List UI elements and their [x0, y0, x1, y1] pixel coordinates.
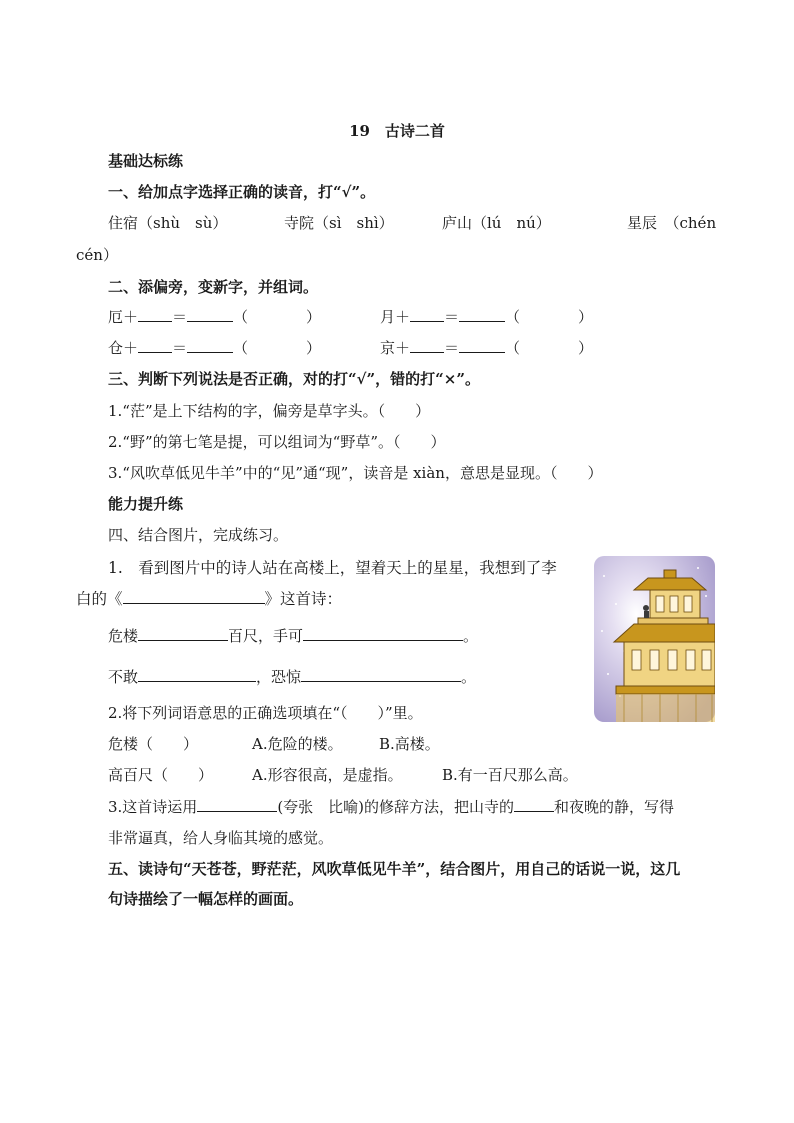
q4-poem-line1 — [108, 626, 478, 646]
q2-row — [380, 307, 593, 327]
poem-blank[interactable] — [138, 667, 256, 682]
answer-blank[interactable] — [187, 338, 233, 353]
poem-title-blank[interactable] — [123, 589, 265, 604]
q4-part2-row1: 危楼（ ） — [108, 735, 199, 753]
q4-part2: 2.将下列词语意思的正确选项填在“（ ）”里。 — [108, 704, 423, 722]
answer-blank[interactable] — [459, 338, 505, 353]
q2-row — [108, 307, 321, 327]
q2-char: 仓＋ — [108, 339, 139, 357]
q2-equals: ＝ — [172, 339, 188, 357]
q4-text: 不敢 — [108, 668, 139, 686]
section-basic: 基础达标练 — [108, 152, 184, 170]
poem-blank[interactable] — [301, 667, 461, 682]
q1-item: 寺院（sì shì） — [284, 214, 394, 232]
poem-blank[interactable] — [138, 626, 228, 641]
q4-part1-line2 — [76, 589, 342, 609]
q4-text: 3.这首诗运用 — [108, 798, 198, 816]
q3-item: 1.“茫”是上下结构的字，偏旁是草字头。（ ） — [108, 402, 431, 420]
q2-char: 月＋ — [380, 308, 411, 326]
answer-blank[interactable] — [410, 338, 444, 353]
q1-heading: 一、给加点字选择正确的读音，打“√”。 — [108, 183, 376, 201]
q5-line1: 五、读诗句“天苍苍，野茫茫，风吹草低见牛羊”，结合图片，用自己的话说一说，这几 — [108, 860, 681, 878]
q1-item: 庐山（lú nú） — [442, 214, 551, 232]
q2-paren-open: （ — [233, 339, 249, 357]
q5-line2: 句诗描绘了一幅怎样的画面。 — [108, 890, 304, 908]
q4-text: 白的《 — [76, 590, 123, 608]
q4-part1-line1: 1. 看到图片中的诗人站在高楼上，望着天上的星星，我想到了李 — [108, 559, 557, 577]
answer-blank[interactable] — [514, 797, 554, 812]
q2-heading: 二、添偏旁，变新字，并组词。 — [108, 278, 319, 296]
q4-heading: 四、结合图片，完成练习。 — [108, 526, 289, 544]
answer-blank[interactable] — [138, 307, 172, 322]
q2-paren-close: ） — [578, 339, 594, 357]
q4-part2-row2: 高百尺（ ） — [108, 766, 214, 784]
q1-item: 星辰 （chén — [627, 214, 717, 232]
q4-part2-option-b: B.有一百尺那么高。 — [442, 766, 578, 784]
q4-part3-line2: 非常逼真，给人身临其境的感觉。 — [108, 829, 334, 847]
q2-equals: ＝ — [444, 339, 460, 357]
q4-poem-line2 — [108, 667, 476, 687]
q2-row — [108, 338, 321, 358]
q3-item: 3.“风吹草低见牛羊”中的“见”通“现”，读音是 xiàn，意思是显现。（ ） — [108, 464, 603, 482]
poem-blank[interactable] — [303, 626, 463, 641]
pavilion-illustration — [594, 556, 715, 722]
q2-char: 京＋ — [380, 339, 411, 357]
q3-item: 2.“野”的第七笔是提，可以组词为“野草”。（ ） — [108, 433, 446, 451]
q4-part2-option-a: A.形容很高，是虚指。 — [252, 766, 403, 784]
q1-item: 住宿（shù sù） — [108, 214, 228, 232]
q2-equals: ＝ — [172, 308, 188, 326]
q2-paren-close: ） — [306, 339, 322, 357]
q4-text: 。 — [463, 627, 479, 645]
q2-paren-open: （ — [233, 308, 249, 326]
answer-blank[interactable] — [138, 338, 172, 353]
q4-part2-option-a: A.危险的楼。 — [252, 735, 343, 753]
q4-part3-line1 — [108, 797, 674, 817]
q1-item-wrap: cén） — [76, 246, 118, 264]
q3-heading: 三、判断下列说法是否正确，对的打“√”，错的打“×”。 — [108, 370, 480, 388]
q2-equals: ＝ — [444, 308, 460, 326]
answer-blank[interactable] — [187, 307, 233, 322]
q4-part2-option-b: B.高楼。 — [379, 735, 440, 753]
q4-text: 危楼 — [108, 627, 139, 645]
q4-text: ，恐惊 — [256, 668, 302, 686]
q4-text: 。 — [461, 668, 477, 686]
rhetoric-blank[interactable] — [197, 797, 277, 812]
page-title: 19 古诗二首 — [349, 122, 445, 140]
q4-text: 》这首诗： — [264, 590, 343, 608]
answer-blank[interactable] — [459, 307, 505, 322]
q2-paren-close: ） — [578, 308, 594, 326]
answer-blank[interactable] — [410, 307, 444, 322]
q2-paren-open: （ — [505, 339, 521, 357]
q2-row — [380, 338, 593, 358]
q4-text: 百尺，手可 — [228, 627, 304, 645]
q4-text: 和夜晚的静，写得 — [554, 798, 675, 816]
q2-paren-open: （ — [505, 308, 521, 326]
q2-paren-close: ） — [306, 308, 322, 326]
q4-text: (夸张 比喻)的修辞方法，把山寺的 — [277, 798, 515, 816]
section-ability: 能力提升练 — [108, 495, 184, 513]
q2-char: 厄＋ — [108, 308, 139, 326]
poet-figure — [643, 605, 649, 611]
